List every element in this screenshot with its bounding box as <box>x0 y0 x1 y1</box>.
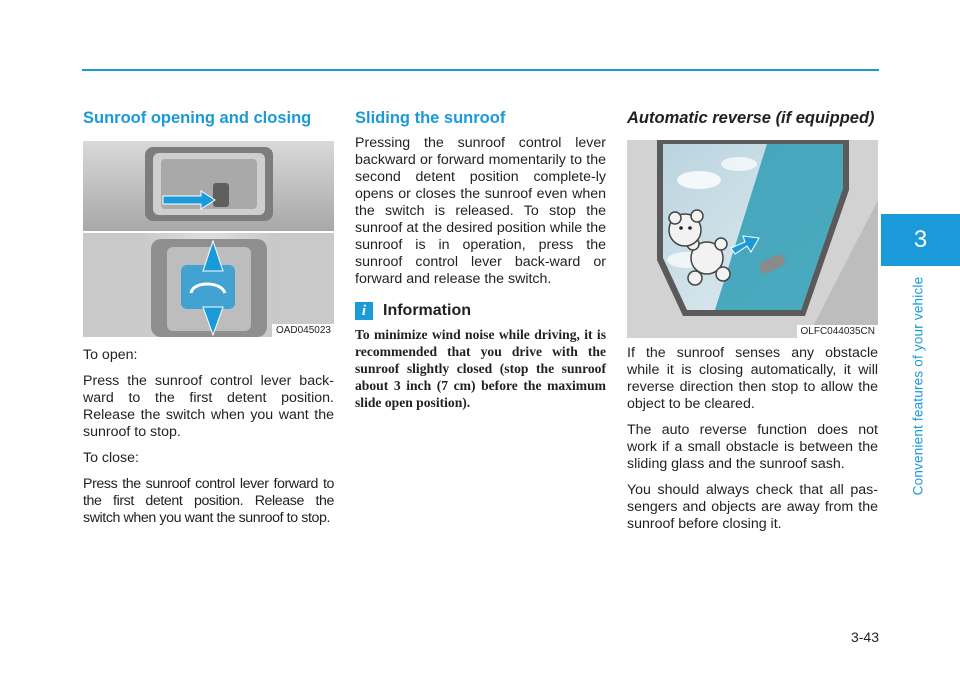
header-rule <box>82 69 879 71</box>
close-text: Press the sunroof control lever forward to the first detent position. Release the switch when you want the sunroof to stop. <box>83 476 334 526</box>
image-code: OAD045023 <box>272 324 334 337</box>
information-text: To minimize wind noise while driving, it is recommended that you drive with the sunroof slightly closed (stop the sunroof about 3 inch (7 cm) before the maximum slide open position). <box>355 327 606 410</box>
information-header <box>355 302 606 320</box>
auto-reverse-text-1: If the sunroof senses any obstacle while it is closing automatically, it will reverse direction then stop to allow the object to be cleared. <box>627 345 878 412</box>
image-code: OLFC044035CN <box>797 325 878 338</box>
column-sliding <box>355 108 606 411</box>
information-title: Information <box>383 302 471 319</box>
auto-reverse-drawing <box>627 140 878 338</box>
sliding-text: Pressing the sunroof control lever backward or forward momentarily to the second detent position complete-ly opens or closes the sunroof even when the switch is released. To stop the sunroof at the desired position while the sunroof is in operation, press the sunroof control lever back-ward or forward and release the switch. <box>355 135 606 287</box>
open-label: To open: <box>83 347 138 363</box>
chapter-tab: 3 <box>881 214 960 266</box>
heading-sliding: Sliding the sunroof <box>355 109 506 127</box>
heading-opening-closing: Sunroof opening and closing <box>83 109 312 127</box>
auto-reverse-text-2: The auto reverse function does not work if a small obstacle is between the sliding glass and the sunroof sash. <box>627 422 878 472</box>
page-number: 3-43 <box>850 629 879 645</box>
auto-reverse-illustration <box>627 140 878 338</box>
information-icon: i <box>355 302 373 320</box>
sunroof-switch-illustration <box>83 141 334 337</box>
sunroof-switch-drawing <box>83 141 334 337</box>
close-label: To close: <box>83 450 139 466</box>
auto-reverse-text-3: You should always check that all pas-sengers and objects are away from the sunroof before closing it. <box>627 482 878 532</box>
chapter-title: Convenient features of your vehicle <box>910 276 926 495</box>
heading-auto-reverse: Automatic reverse (if equipped) <box>627 109 875 127</box>
open-text: Press the sunroof control lever back-ward to the first detent position. Release the switch when you want the sunroof to stop. <box>83 373 334 440</box>
column-opening-closing <box>83 108 334 527</box>
column-auto-reverse <box>627 108 878 533</box>
chapter-side-label <box>904 273 932 498</box>
